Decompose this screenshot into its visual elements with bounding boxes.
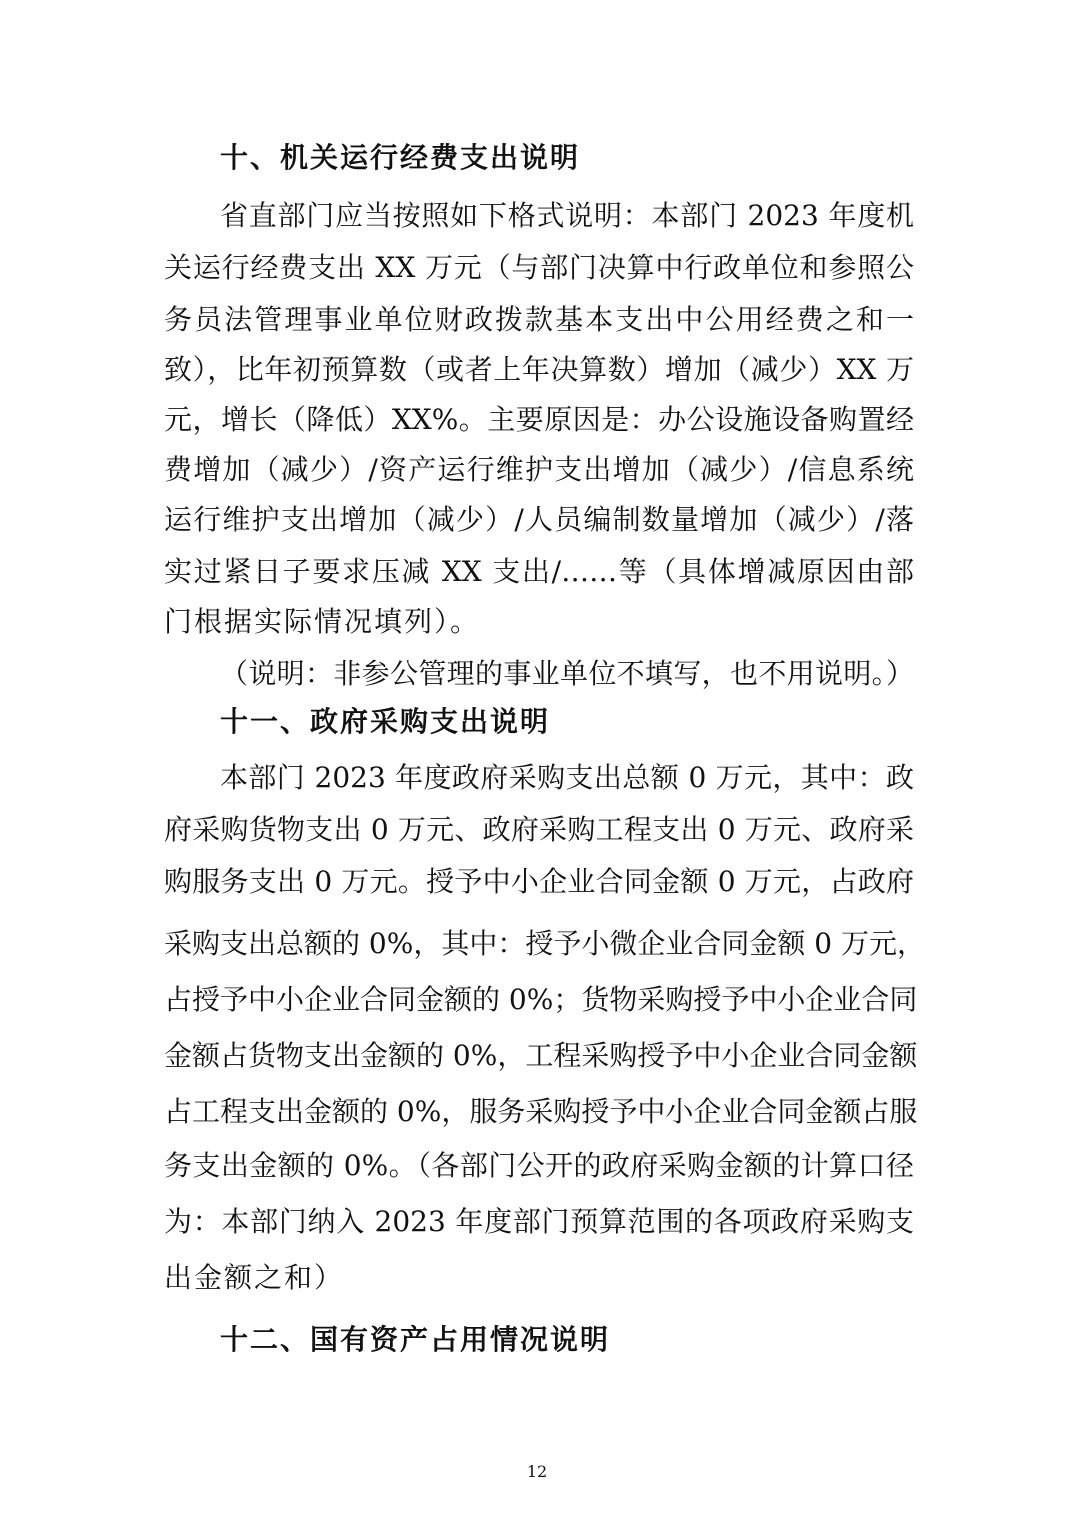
section-11-line-10: 出金额之和）: [164, 1261, 345, 1294]
section-10-line-9: 门根据实际情况填列）。: [164, 605, 481, 638]
section-11-line-5: 占授予中小企业合同金额的 0%；货物采购授予中小企业合同: [164, 983, 918, 1016]
section-10-line-6: 费增加（减少）/资产运行维护支出增加（减少）/信息系统: [164, 453, 914, 486]
section-10-line-3: 务员法管理事业单位财政拨款基本支出中公用经费之和一: [164, 303, 914, 336]
section-11-heading: 十一、政府采购支出说明: [220, 705, 551, 738]
section-11-line-4: 采购支出总额的 0%，其中：授予小微企业合同金额 0 万元，: [164, 927, 925, 960]
section-12-heading: 十二、国有资产占用情况说明: [220, 1323, 611, 1356]
section-10-line-8: 实过紧日子要求压减 XX 支出/……等（具体增减原因由部: [164, 555, 914, 588]
page-number: 12: [526, 1462, 548, 1481]
section-10-line-5: 元，增长（降低）XX%。主要原因是：办公设施设备购置经: [164, 403, 914, 436]
section-11-line-3: 购服务支出 0 万元。授予中小企业合同金额 0 万元，占政府: [164, 865, 914, 898]
section-10-line-7: 运行维护支出增加（减少）/人员编制数量增加（减少）/落: [164, 503, 914, 536]
section-10-line-1: 省直部门应当按照如下格式说明：本部门 2023 年度机: [220, 199, 914, 232]
section-10-line-4: 致），比年初预算数（或者上年决算数）增加（减少）XX 万: [164, 353, 914, 386]
section-11-line-2: 府采购货物支出 0 万元、政府采购工程支出 0 万元、政府采: [164, 813, 914, 846]
section-11-line-1: 本部门 2023 年度政府采购支出总额 0 万元，其中：政: [220, 761, 914, 794]
section-10-heading: 十、机关运行经费支出说明: [220, 141, 581, 174]
section-10-note: （说明：非参公管理的事业单位不填写，也不用说明。）: [220, 657, 914, 690]
section-11-line-8: 务支出金额的 0%。（各部门公开的政府采购金额的计算口径: [164, 1149, 914, 1182]
section-11-line-6: 金额占货物支出金额的 0%，工程采购授予中小企业合同金额: [164, 1039, 918, 1072]
section-11-line-9: 为：本部门纳入 2023 年度部门预算范围的各项政府采购支: [164, 1205, 914, 1238]
section-11-line-7: 占工程支出金额的 0%，服务采购授予中小企业合同金额占服: [164, 1095, 918, 1128]
section-10-line-2: 关运行经费支出 XX 万元（与部门决算中行政单位和参照公: [164, 251, 914, 284]
